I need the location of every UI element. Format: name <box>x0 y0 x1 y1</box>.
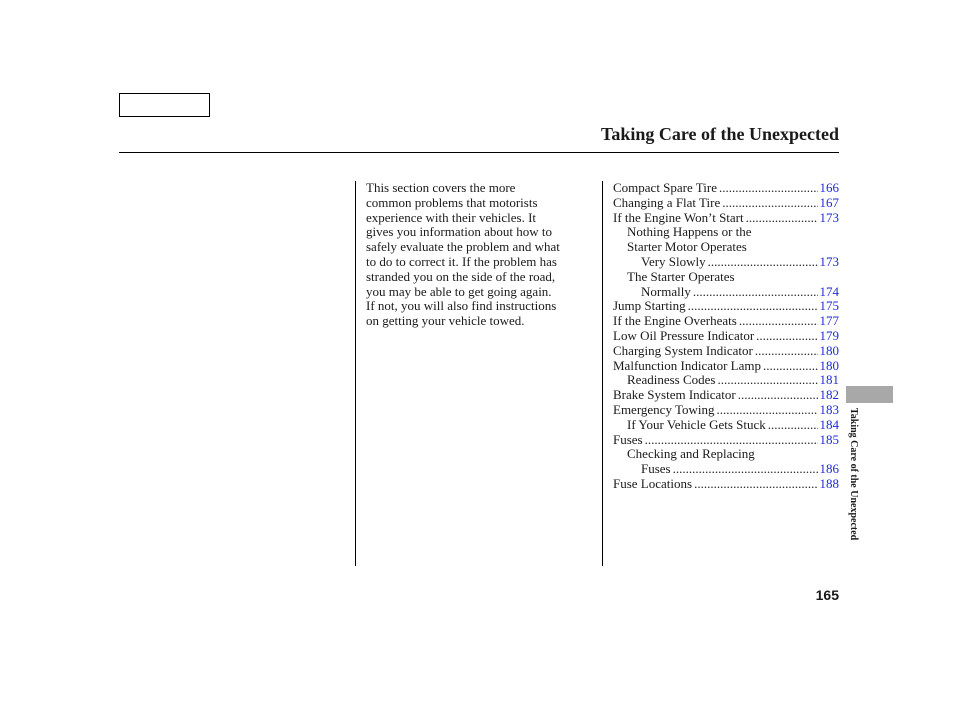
toc-page-link[interactable]: 177 <box>819 313 839 329</box>
toc-label: Readiness Codes <box>627 372 716 388</box>
toc-page-link[interactable]: 180 <box>819 357 839 373</box>
section-side-tab <box>846 386 893 403</box>
toc-leader <box>673 462 818 477</box>
toc-label: Brake System Indicator <box>613 387 736 403</box>
toc-page-link[interactable]: 182 <box>819 387 839 403</box>
toc-label: Jump Starting <box>613 298 686 314</box>
toc-label: If the Engine Overheats <box>613 313 737 329</box>
toc-entry-changing-flat-tire[interactable] <box>613 196 839 211</box>
toc-leader <box>738 388 818 403</box>
toc-leader <box>763 359 817 374</box>
column-divider-left <box>355 181 356 566</box>
intro-line: gives you information about how to <box>366 224 552 240</box>
toc-entry-engine-overheats[interactable] <box>613 314 839 329</box>
toc-leader <box>746 211 818 226</box>
toc-leader <box>688 299 818 314</box>
toc-label: Fuse Locations <box>613 475 693 491</box>
toc-entry-readiness-codes[interactable] <box>613 373 839 388</box>
toc-leader <box>694 477 817 492</box>
toc-page-link[interactable]: 167 <box>819 194 839 210</box>
toc-label: Fuses <box>613 431 643 447</box>
toc-page-link[interactable]: 185 <box>819 431 839 447</box>
toc-leader <box>768 418 818 433</box>
toc-entry-engine-wont-start[interactable] <box>613 211 839 226</box>
toc-leader <box>739 314 818 329</box>
toc-label: If the Engine Won’t Start <box>613 209 744 225</box>
toc-entry-starter-very-slowly[interactable] <box>613 255 839 270</box>
toc-label: Nothing Happens or the <box>627 224 752 240</box>
intro-line: to do to correct it. If the problem has <box>366 253 557 269</box>
toc-label: Malfunction Indicator Lamp <box>613 357 762 373</box>
toc-page-link[interactable]: 166 <box>819 180 839 195</box>
intro-line: experience with their vehicles. It <box>366 209 537 225</box>
intro-line: on getting your vehicle towed. <box>366 313 525 329</box>
toc-leader <box>719 181 818 196</box>
toc-label: Checking and Replacing <box>627 446 755 462</box>
toc-label: The Starter Operates <box>627 268 735 284</box>
toc-entry-emergency-towing[interactable] <box>613 403 839 418</box>
toc-entry-malfunction-lamp[interactable] <box>613 359 839 374</box>
toc-page-link[interactable]: 180 <box>819 342 839 358</box>
toc-page-link[interactable]: 186 <box>819 461 839 477</box>
toc-page-link[interactable]: 179 <box>819 327 839 343</box>
intro-line: common problems that motorists <box>366 194 538 210</box>
toc-page-link[interactable]: 188 <box>819 475 839 491</box>
toc-leader <box>645 433 818 448</box>
page-title: Taking Care of the Unexpected <box>601 124 839 144</box>
toc-entry-brake-system[interactable] <box>613 388 839 403</box>
toc-entry-compact-spare-tire[interactable] <box>613 181 839 196</box>
toc-entry-vehicle-stuck[interactable] <box>613 418 839 433</box>
toc-leader <box>756 329 817 344</box>
toc-page-link[interactable]: 173 <box>819 209 839 225</box>
intro-paragraph <box>366 181 598 329</box>
toc-entry-charging-system[interactable] <box>613 344 839 359</box>
intro-line: stranded you on the side of the road, <box>366 268 556 284</box>
toc-leader <box>708 255 818 270</box>
toc-label: Charging System Indicator <box>613 342 753 358</box>
toc-leader <box>717 403 818 418</box>
toc-label: Compact Spare Tire <box>613 180 717 195</box>
page-number: 165 <box>815 587 839 603</box>
toc-entry-low-oil-pressure[interactable] <box>613 329 839 344</box>
toc-page-link[interactable]: 174 <box>819 283 839 299</box>
toc-entry-jump-starting[interactable] <box>613 299 839 314</box>
intro-line: If not, you will also find instructions <box>366 298 557 314</box>
header-tab-box <box>119 93 210 117</box>
toc-entry-starter-normally[interactable] <box>613 285 839 300</box>
intro-line: This section covers the more <box>366 180 516 195</box>
toc-label: Normally <box>641 283 691 299</box>
toc-label: Starter Motor Operates <box>627 239 747 255</box>
title-divider <box>119 152 839 153</box>
toc-leader <box>717 373 817 388</box>
toc-label: Changing a Flat Tire <box>613 194 721 210</box>
toc-page-link[interactable]: 175 <box>819 298 839 314</box>
toc-entry-replacing-fuses[interactable] <box>613 462 839 477</box>
toc-entry-fuses[interactable] <box>613 433 839 448</box>
toc-page-link[interactable]: 183 <box>819 401 839 417</box>
toc-label: Fuses <box>641 461 671 477</box>
toc-page-link[interactable]: 173 <box>819 253 839 269</box>
toc-leader <box>755 344 818 359</box>
toc-page-link[interactable]: 184 <box>819 416 839 432</box>
toc-label: Very Slowly <box>641 253 706 269</box>
column-divider-right <box>602 181 603 566</box>
toc-entry-fuse-locations[interactable] <box>613 477 839 492</box>
table-of-contents <box>613 181 839 492</box>
toc-label: Low Oil Pressure Indicator <box>613 327 755 343</box>
toc-leader <box>722 196 817 211</box>
toc-leader <box>693 285 818 300</box>
toc-label: If Your Vehicle Gets Stuck <box>627 416 766 432</box>
intro-line: safely evaluate the problem and what <box>366 239 560 255</box>
toc-page-link[interactable]: 181 <box>819 372 839 388</box>
section-side-label: Taking Care of the Unexpected <box>848 408 859 541</box>
toc-label: Emergency Towing <box>613 401 715 417</box>
intro-line: you may be able to get going again. <box>366 283 552 299</box>
